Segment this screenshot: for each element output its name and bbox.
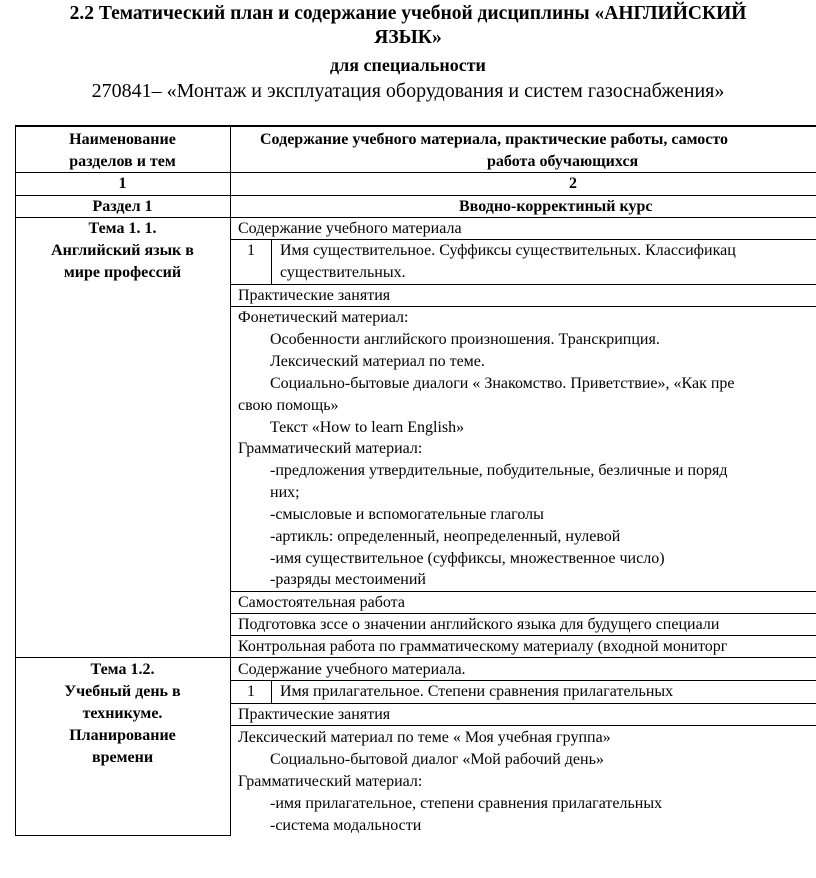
topic-1-2-name-line2: Учебный день в	[64, 683, 181, 700]
header-col1-line1: Наименование	[69, 131, 176, 148]
table-rule	[15, 835, 231, 836]
table-rule	[230, 125, 231, 836]
topic-1-2-name-line4: Планирование	[69, 727, 176, 744]
section-label: Раздел 1	[92, 198, 153, 215]
grammar-label: Грамматический материал:	[238, 440, 423, 457]
grammar-item: -предложения утвердительные, побудительные, безличные и поряд	[270, 462, 728, 479]
item-text-line2: существительных.	[280, 264, 406, 281]
topic-1-1-name-line2: Английский язык в	[51, 242, 194, 259]
header-col1-number: 1	[118, 175, 127, 192]
doc-heading-line-1: 2.2 Тематический план и содержание учебной дисциплины «АНГЛИЙСКИЙ	[69, 3, 747, 24]
grammar-item: -смысловые и вспомогательные глаголы	[270, 506, 544, 523]
phonetic-label: Фонетический материал:	[238, 309, 409, 326]
table-rule	[271, 680, 272, 703]
content-label: Содержание учебного материала.	[238, 661, 466, 678]
header-col2-number: 2	[569, 175, 577, 192]
topic-1-1-name-line3: мире профессий	[63, 264, 182, 281]
grammar-item: них;	[270, 484, 300, 501]
topic-1-2-name-line5: времени	[91, 749, 154, 766]
header-col2-line2: работа обучающихся	[487, 153, 639, 170]
table-rule	[271, 239, 272, 284]
header-col2-line1: Содержание учебного материала, практические работы, самосто	[260, 131, 729, 148]
topic-1-2-name-line1: Тема 1.2.	[90, 661, 155, 678]
section-title: Вводно-корректиный курс	[459, 198, 653, 215]
topic-1-2-name-line3: техникуме.	[82, 705, 163, 722]
content-label: Содержание учебного материала	[238, 220, 462, 237]
phonetic-item: Лексический материал по теме.	[270, 353, 485, 370]
phonetic-item-continued: свою помощь»	[238, 397, 339, 414]
doc-heading-line-3: для специальности	[330, 55, 486, 75]
self-work-item: Подготовка зссе о значении английского языка для будущего специали	[238, 616, 720, 633]
grammar-item: -имя существительное (суффиксы, множественное число)	[270, 550, 665, 567]
item-number: 1	[247, 683, 255, 700]
header-col1-line2: разделов и тем	[69, 153, 176, 170]
topic-1-1-name-line1: Тема 1. 1.	[88, 220, 157, 237]
phonetic-item: Социально-бытовые диалоги « Знакомство. Приветствие», «Как пре	[270, 375, 735, 392]
doc-heading-specialty: 270841– «Монтаж и эксплуатация оборудования и систем газоснабжения»	[91, 80, 725, 102]
item-number: 1	[247, 242, 255, 259]
doc-heading-line-2: ЯЗЫК»	[374, 27, 442, 48]
self-work-label: Самостоятельная работа	[238, 594, 405, 611]
grammar-item: -имя прилагательное, степени сравнения прилагательных	[270, 795, 663, 812]
practice-label: Практические занятия	[238, 287, 391, 304]
dialog-material: Социально-бытовой диалог «Мой рабочий день»	[270, 751, 604, 768]
grammar-item: -артикль: определенный, неопределенный, нулевой	[270, 528, 621, 545]
item-text: Имя прилагательное. Степени сравнения прилагательных	[280, 683, 674, 700]
control-work: Контрольная работа по грамматическому материалу (входной мониторг	[238, 638, 728, 655]
practice-label: Практические занятия	[238, 706, 391, 723]
phonetic-item: Особенности английского произношения. Транскрипция.	[270, 331, 660, 348]
grammar-label: Грамматический материал:	[238, 773, 423, 790]
lexical-material: Лексический материал по теме « Моя учебная группа»	[238, 729, 611, 746]
item-text-line1: Имя существительное. Суффиксы существительных. Классификац	[280, 242, 736, 259]
phonetic-text: Текст «How to learn English»	[270, 419, 465, 436]
grammar-item: -система модальности	[270, 817, 422, 834]
table-rule	[15, 125, 816, 127]
grammar-item: -разряды местоимений	[270, 571, 426, 588]
